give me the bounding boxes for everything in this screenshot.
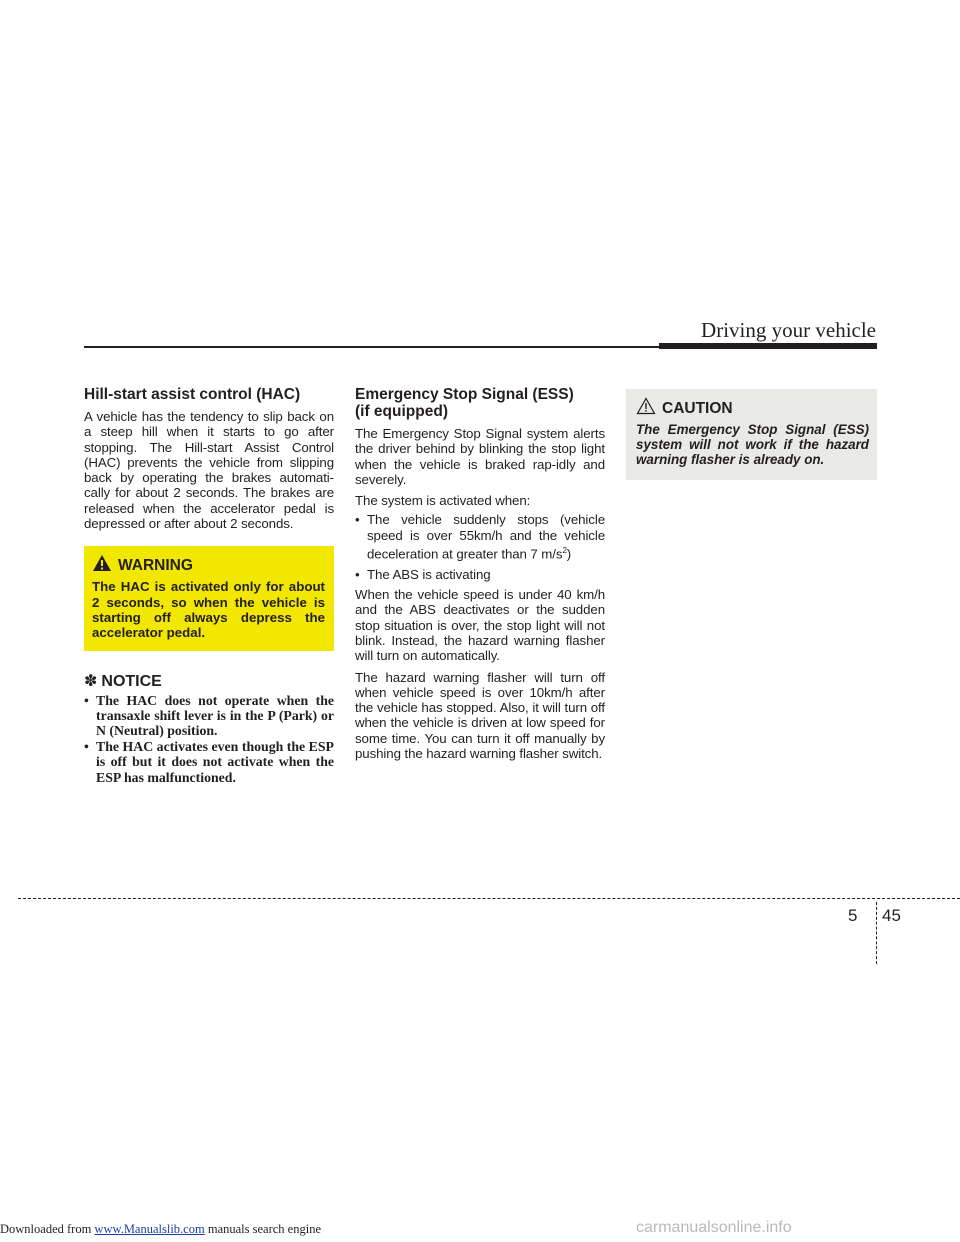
warning-box <box>84 546 334 650</box>
ess-para3: The hazard warning flasher will turn off when vehicle speed is over 10km/h after the vehicle has stopped. Also, it will turn off when the vehicle is driven at low speed for some time. You can turn it off manually by pushing the hazard warning flasher switch. <box>355 669 605 762</box>
header-rule <box>84 346 659 348</box>
list-item: • The vehicle suddenly stops (vehicle speed is over 55km/h and the vehicle deceleration at greater than 7 $m/s^2$) <box>355 512 605 562</box>
ess-para2: When the vehicle speed is under 40 km/h and the ABS deactivates or the sudden stop situation is over, the stop light will not blink. Instead, the hazard warning flasher will turn on automatically. <box>355 587 605 664</box>
notice-header <box>84 671 334 691</box>
footer-dashed-rule <box>18 898 960 899</box>
warning-label: WARNING <box>118 556 193 574</box>
watermark: carmanualsonline.info <box>636 1219 792 1236</box>
notice-star-icon: ✽ <box>84 672 98 690</box>
manualslib-link[interactable]: www.Manualslib.com <box>94 1222 205 1236</box>
notice-list <box>84 693 334 785</box>
ess-activated-when: The system is activated when: <box>355 493 531 509</box>
header-bar <box>659 343 877 349</box>
warning-text: The HAC is activated only for about 2 seconds, so when the vehicle is starting off always depress the accelerator pedal. <box>92 579 325 641</box>
warning-triangle-icon <box>92 554 112 577</box>
left-column <box>84 386 334 785</box>
right-column <box>626 389 877 480</box>
caution-triangle-icon <box>636 397 656 420</box>
ess-heading: Emergency Stop Signal (ESS) (if equipped) <box>355 386 574 420</box>
list-item: • The HAC activates even though the ESP is off but it does not activate when the ESP has malfunctioned. <box>84 738 334 785</box>
caution-label: CAUTION <box>662 399 733 417</box>
caution-box <box>626 389 877 480</box>
warning-header <box>92 554 325 577</box>
hac-heading: Hill-start assist control (HAC) <box>84 386 301 403</box>
page-header-title: Driving your vehicle <box>701 318 876 342</box>
list-item: • The ABS is activating <box>355 566 491 582</box>
page-number: 45 <box>882 906 901 925</box>
hac-body: A vehicle has the tendency to slip back on a steep hill when it starts to go after stopping. The Hill-start Assist Control (HAC) prevents the vehicle from slipping back by operating the brakes automati-cally for about 2 seconds. The brakes are released when the accelerator pedal is depressed or after about 2 seconds. <box>84 409 334 532</box>
list-item: • The HAC does not operate when the transaxle shift lever is in the P (Park) or N (Neutral) position. <box>84 692 334 739</box>
notice-label: NOTICE <box>101 672 162 690</box>
chapter-number: 5 <box>848 906 858 925</box>
download-notice: Downloaded from www.Manualslib.com manuals search engine <box>0 1222 321 1236</box>
caution-header <box>636 397 869 420</box>
notice-section <box>84 671 334 785</box>
ess-bullets <box>355 512 605 582</box>
caution-text: The Emergency Stop Signal (ESS) system will not work if the hazard warning flasher is already on. <box>636 422 869 468</box>
ess-intro: The Emergency Stop Signal system alerts the driver behind by blinking the stop light when the vehicle is braked rap-idly and severely. <box>355 426 605 487</box>
page-divider <box>876 902 877 964</box>
middle-column <box>355 386 605 767</box>
